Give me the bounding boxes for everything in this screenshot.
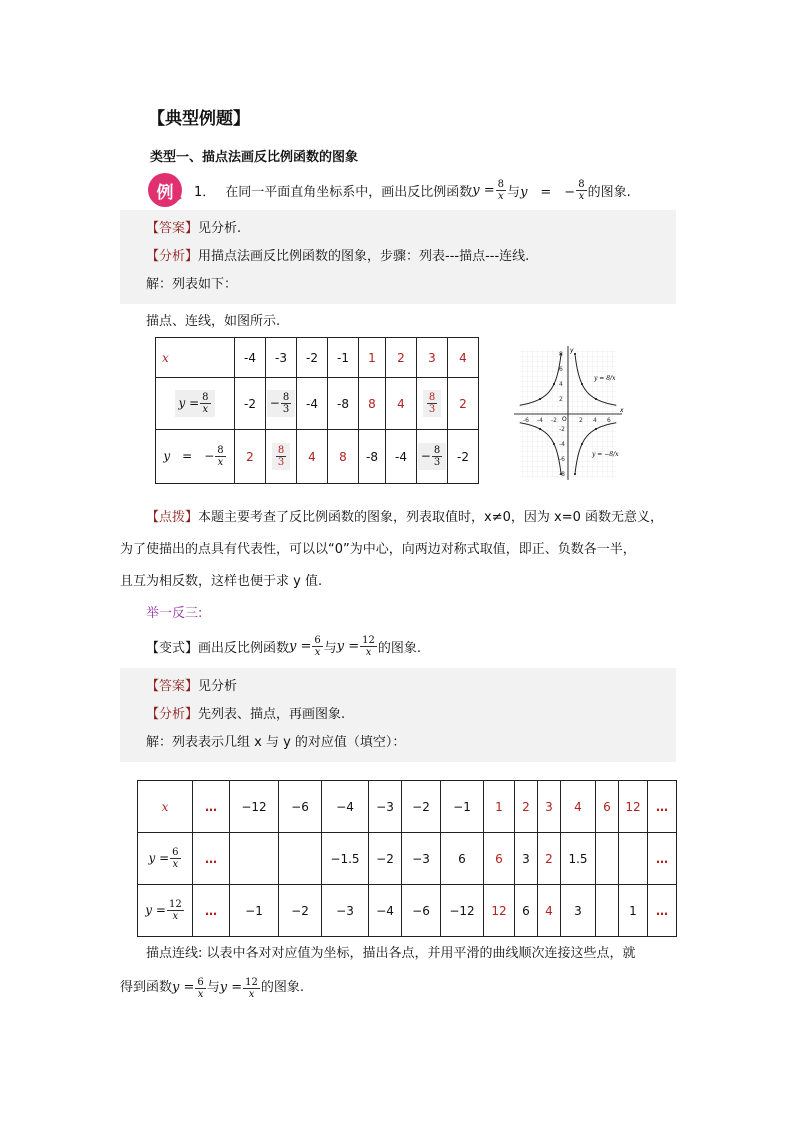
x-tick-label: 6 [607, 417, 611, 424]
table-cell: 2 [235, 430, 266, 484]
table-row [156, 430, 479, 484]
answer-label: 【答案】 [146, 678, 199, 694]
plot-point [553, 443, 555, 445]
formula-lhs: y = [336, 638, 360, 654]
y-tick-label: -6 [559, 456, 565, 463]
table-cell: $\frac{8}{3}$ [266, 430, 297, 484]
table-cell: -2 [297, 338, 328, 378]
table-cell: -8 [328, 378, 359, 430]
tip-line-2: 为了使描出的点具有代表性，可以以“0”为中心，向两边对称式取值，即正、负数各一半， [120, 542, 636, 557]
table-cell: … [193, 781, 230, 833]
final-line-1: 描点连线: 以表中各对对应值为坐标，描出各点，并用平滑的曲线顺次连接这些点，就 [146, 946, 636, 961]
practice-title: 举一反三: [146, 606, 203, 621]
origin-label: O [562, 416, 567, 423]
table-cell: 4 [561, 781, 596, 833]
x-tick-label: -6 [523, 417, 529, 424]
table-row [156, 338, 479, 378]
table-cell: −4 [322, 781, 369, 833]
hyperbola-graph [512, 346, 624, 486]
table-1 [155, 337, 479, 484]
label-lower-curve: y = −8/x [592, 451, 619, 458]
table-cell: − $\frac{8}{3}$ [266, 378, 297, 430]
plot-point [574, 353, 576, 355]
table-cell: 1.5 [561, 833, 596, 885]
x-tick-label: 2 [579, 417, 583, 424]
table-cell: 4 [386, 378, 417, 430]
table-cell: 6 [596, 781, 619, 833]
fraction: $\frac{12}{x}$ [245, 976, 258, 1000]
table-cell: 6 [441, 833, 484, 885]
plot-point [539, 428, 541, 430]
table-cell: 12 [619, 781, 648, 833]
table-cell: −3 [369, 781, 402, 833]
fraction: $\frac{8}{x}$ [578, 178, 585, 202]
analysis-line [120, 240, 676, 268]
table-cell: … [648, 833, 677, 885]
fraction: $\frac{6}{x}$ [197, 976, 204, 1000]
y-tick-label: 6 [559, 366, 563, 373]
example-text-end: 的图象. [587, 184, 631, 200]
table-cell: 4 [448, 338, 479, 378]
table-cell [619, 833, 648, 885]
table-cell: -3 [266, 338, 297, 378]
plot-note: 描点、连线，如图所示. [146, 314, 281, 329]
table-cell: −6 [402, 885, 441, 937]
table-cell: −1 [230, 885, 279, 937]
table-cell [279, 833, 322, 885]
table-row [138, 833, 677, 885]
answer-label: 【答案】 [146, 220, 199, 236]
table-cell: 3 [561, 885, 596, 937]
plot-point [595, 428, 597, 430]
analysis-label: 【分析】 [146, 248, 199, 264]
table-cell: 4 [297, 430, 328, 484]
y-tick-label: 8 [559, 351, 563, 358]
row-label: y = $\frac{12}{x}$ [145, 899, 182, 922]
table-cell: 4 [538, 885, 561, 937]
y-tick-label: 2 [559, 396, 563, 403]
table-cell: 8 [359, 378, 386, 430]
section-title: 【典型例题】 [148, 109, 250, 129]
plot-point [539, 398, 541, 400]
table-row [138, 885, 677, 937]
analysis-label: 【分析】 [146, 706, 199, 722]
table-cell: 2 [448, 378, 479, 430]
example-number: 1． [194, 184, 216, 200]
table-cell: 3 [538, 781, 561, 833]
tip-label: 【点拨】 [146, 510, 199, 525]
row-label: y = $\frac{8}{x}$ [175, 390, 214, 417]
table-row [156, 378, 479, 430]
analysis-text: 先列表、描点，再画图象. [198, 706, 346, 722]
table-cell: −1 [441, 781, 484, 833]
x-tick-label: -2 [551, 417, 557, 424]
table-cell: $\frac{8}{3}$ [417, 378, 448, 430]
fraction: $\frac{12}{x}$ [362, 634, 375, 658]
connector-text: 与 [507, 184, 521, 200]
answer-line [120, 670, 676, 698]
y-tick-label: -2 [559, 426, 565, 433]
formula-lhs: y = − [520, 184, 576, 200]
table-cell [596, 833, 619, 885]
table-cell: −3 [402, 833, 441, 885]
table-cell: … [193, 885, 230, 937]
x-label: x [162, 350, 169, 365]
solution-line: 解：列表表示几组 x 与 y 的对应值（填空）： [146, 734, 406, 750]
table-cell: … [193, 833, 230, 885]
table-cell: 1 [619, 885, 648, 937]
label-upper-curve: y = 8/x [594, 375, 616, 382]
example-badge-icon: 例 [148, 173, 182, 207]
answer-panel-2 [120, 668, 676, 762]
table-cell: −1.5 [322, 833, 369, 885]
table-cell: 12 [484, 885, 515, 937]
axis-y-label: y [570, 347, 574, 354]
table-cell: 6 [484, 833, 515, 885]
table-cell [596, 885, 619, 937]
variant-text: 画出反比例函数 [198, 640, 290, 656]
table-cell: 1 [359, 338, 386, 378]
table-cell: 3 [515, 833, 538, 885]
tip-paragraph [120, 502, 680, 598]
row-label: y = $\frac{6}{x}$ [148, 847, 179, 870]
plot-point [553, 383, 555, 385]
axis-x-label: x [620, 407, 624, 414]
table-cell: −2 [279, 885, 322, 937]
table-cell: − $\frac{8}{3}$ [417, 430, 448, 484]
tip-line-3: 且互为相反数，这样也便于求 y 值. [120, 574, 323, 589]
x-tick-label: 4 [593, 417, 597, 424]
example-1 [148, 172, 631, 208]
answer-line [120, 212, 676, 240]
table-cell: -8 [359, 430, 386, 484]
variant-text-end: 的图象. [377, 640, 422, 656]
plot-point [595, 398, 597, 400]
table-2 [137, 780, 677, 937]
answer-text: 见分析 [198, 678, 238, 694]
table-cell: 2 [515, 781, 538, 833]
table-cell: 2 [538, 833, 561, 885]
tip-line-1 [120, 502, 680, 534]
analysis-line [120, 698, 676, 726]
final-paragraph [120, 938, 680, 1006]
table-cell: 3 [417, 338, 448, 378]
table-cell: −12 [230, 781, 279, 833]
graph-svg [512, 346, 624, 482]
formula-lhs: y = [289, 638, 312, 654]
answer-panel-1 [120, 210, 676, 304]
table-row [138, 781, 677, 833]
plot-point [574, 473, 576, 475]
type1-heading: 类型一、描点法画反比例函数的图象 [150, 150, 359, 165]
table-cell: 8 [328, 430, 359, 484]
tip-text: 本题主要考查了反比例函数的图象，列表取值时，x≠0，因为 x=0 函数无意义， [198, 510, 663, 525]
table-cell: -4 [235, 338, 266, 378]
table-cell: … [648, 885, 677, 937]
table-cell: 2 [386, 338, 417, 378]
table-cell: -2 [235, 378, 266, 430]
x-tick-label: -4 [537, 417, 543, 424]
table-cell: … [648, 781, 677, 833]
connector-text: 与 [323, 640, 337, 656]
fraction: $\frac{6}{x}$ [314, 634, 321, 658]
table-cell: 1 [484, 781, 515, 833]
table-cell: 6 [515, 885, 538, 937]
variant-line [146, 628, 421, 664]
answer-text: 见分析. [198, 220, 242, 236]
variant-label: 【变式】 [146, 640, 199, 656]
table-cell: -4 [386, 430, 417, 484]
table-cell: −3 [322, 885, 369, 937]
table-cell: −2 [402, 781, 441, 833]
table-cell: -1 [328, 338, 359, 378]
table-cell: -2 [448, 430, 479, 484]
fraction: $\frac{8}{x}$ [497, 178, 505, 202]
final-line-2: 得到函数 y = $\frac{6}{x}$ 与 y = $\frac{12}{x}$ 的图象. [120, 976, 305, 1000]
row-label: y = − $\frac{8}{x}$ [163, 445, 224, 468]
example-text: 在同一平面直角坐标系中，画出反比例函数 [225, 184, 473, 200]
table-cell: -4 [297, 378, 328, 430]
table-cell [230, 833, 279, 885]
y-tick-label: 4 [559, 381, 563, 388]
y-tick-label: -4 [559, 441, 565, 448]
y-tick-label: -8 [559, 471, 565, 478]
plot-point [581, 383, 583, 385]
table-cell: −2 [369, 833, 402, 885]
analysis-text: 用描点法画反比例函数的图象，步骤：列表---描点---连线. [198, 248, 530, 264]
plot-point [581, 443, 583, 445]
table-cell: −6 [279, 781, 322, 833]
table-cell: −4 [369, 885, 402, 937]
solution-line: 解：列表如下： [146, 276, 238, 292]
formula-lhs: y = [472, 182, 495, 198]
table-cell: −12 [441, 885, 484, 937]
x-label: x [161, 799, 169, 814]
